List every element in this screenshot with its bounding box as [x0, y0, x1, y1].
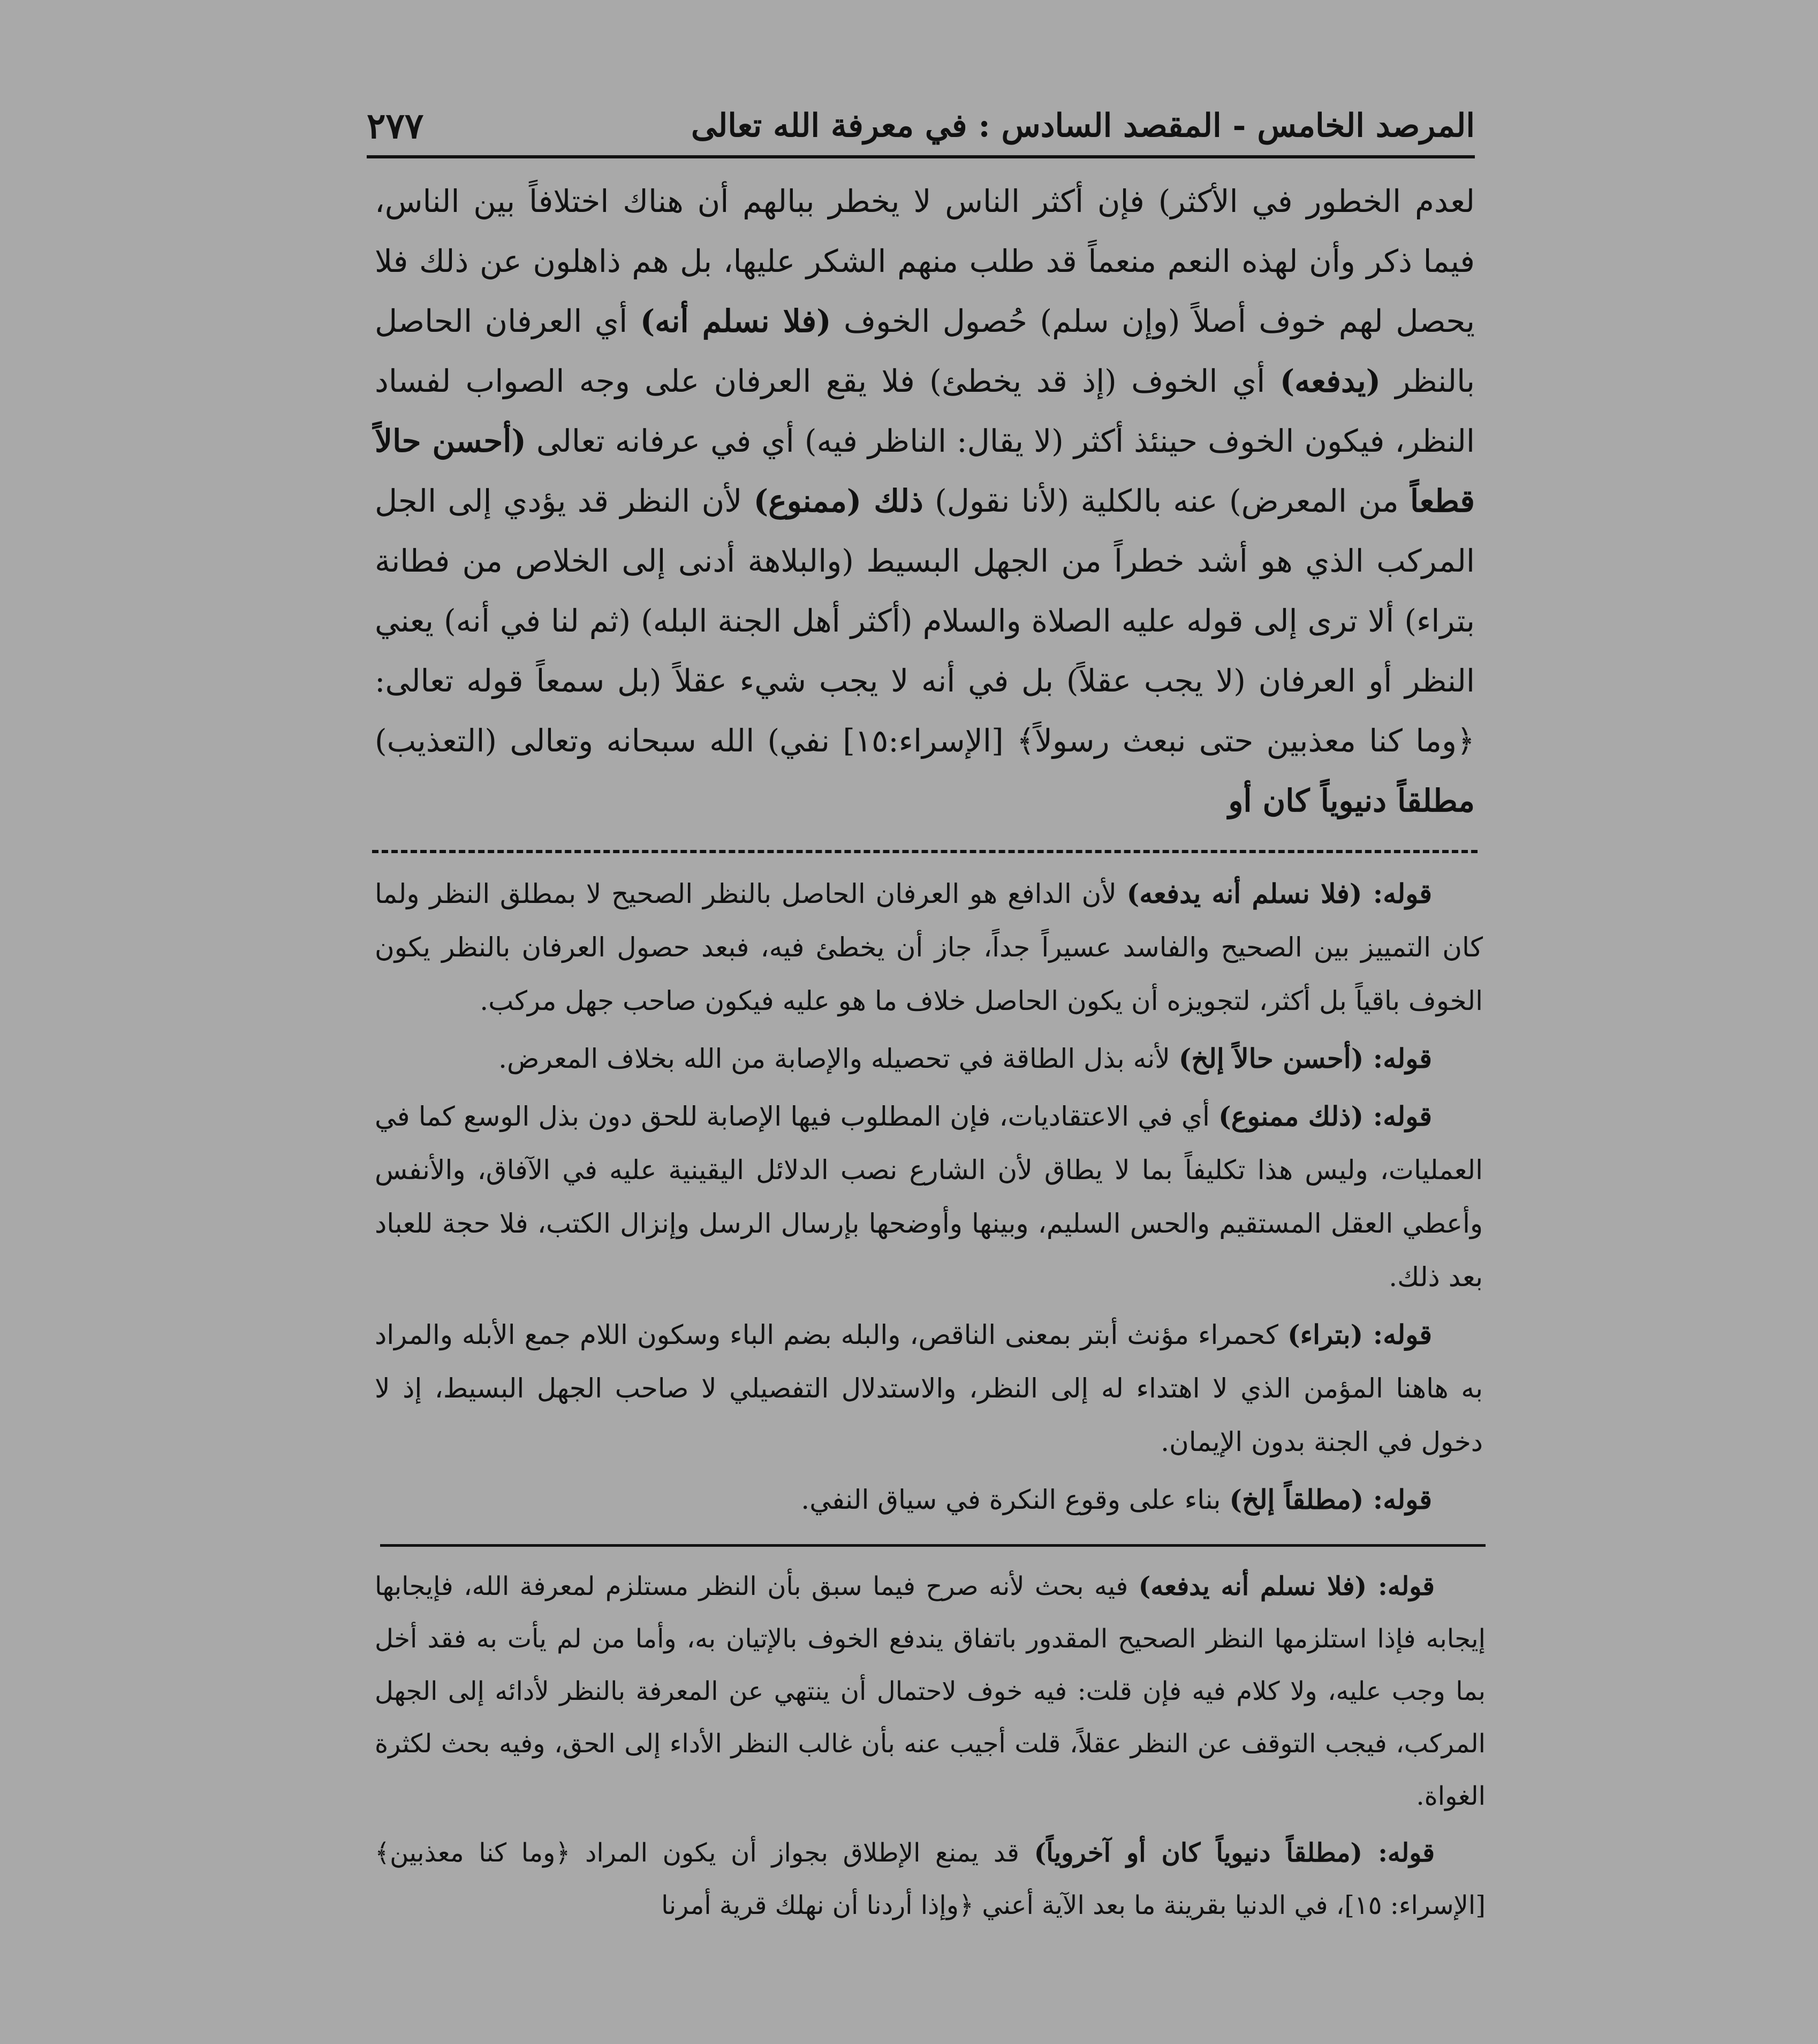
page-number: ٢٧٧	[367, 105, 424, 147]
dashed-separator	[372, 850, 1478, 853]
hashiya-note	[375, 1473, 1483, 1526]
text-run: كحمراء مؤنث أبتر بمعنى الناقص، والبله بضم الباء وسكون اللام جمع الأبله والمراد به هاهنا المؤمن الذي لا اهتداء له إلى النظر، والاستدلال التفصيلي لا صاحب الجهل البسيط، إذ لا دخول في الجنة بدون الإيمان.	[375, 1319, 1483, 1457]
text-run: من المعرض) عنه بالكلية (لأنا نقول)	[923, 483, 1411, 519]
bold-matn-quote: ذلك (ممنوع)	[753, 483, 923, 519]
text-run: أي في الاعتقاديات، فإن المطلوب فيها الإصابة للحق دون بذل الوسع كما في العمليات، وليس هذا تكليفاً بما لا يطاق لأن الشارع نصب الدلائل اليقينية عليه في الآفاق، والأنفس وأعطي العقل المستقيم والحس السليم، وبينها وأوضحها بإرسال الرسل وإنزال الكتب، فلا حجة للعباد بعد ذلك.	[375, 1101, 1483, 1293]
header-rule	[367, 155, 1475, 158]
bold-matn-quote: قوله: (فلا نسلم أنه يدفعه)	[1126, 878, 1433, 909]
text-run: قد يمنع الإطلاق بجواز أن يكون المراد ﴿وما كنا معذبين﴾ [الإسراء: ١٥]، في الدنيا بقرينة ما بعد الآية أعني ﴿وإذا أردنا أن نهلك قرية أمرنا	[375, 1838, 1486, 1920]
bold-matn-quote: قوله: (أحسن حالاً إلخ)	[1178, 1043, 1432, 1074]
bold-matn-quote: قوله: (مطلقاً دنيوياً كان أو آخروياً)	[1034, 1838, 1435, 1868]
bold-matn-quote: قوله: (بتراء)	[1287, 1319, 1432, 1350]
hashiya-commentary	[375, 867, 1483, 1531]
footnote-separator	[380, 1544, 1486, 1547]
running-title: المرصد الخامس - المقصد السادس : في معرفة الله تعالى	[691, 107, 1475, 145]
text-run: أي الخوف (إذ قد يخطئ) فلا يقع العرفان على وجه الصواب لفساد النظر، فيكون الخوف حينئذ أكثر (لا يقال: الناظر فيه) أي في عرفانه تعالى	[375, 363, 1475, 459]
main-paragraph	[375, 171, 1475, 831]
hashiya-note	[375, 1308, 1483, 1469]
text-run: أي العرفان الحاصل بالنظر	[375, 303, 1475, 399]
taliqa-commentary	[375, 1560, 1486, 1936]
text-run: فيه بحث لأنه صرح فيما سبق بأن النظر مستلزم لمعرفة الله، فإيجابها إيجابه فإذا استلزمها النظر الصحيح المقدور باتفاق يندفع الخوف بالإتيان به، وأما من لم يأت به فقد أخل بما وجب عليه، ولا كلام فيه فإن قلت: فيه خوف لاحتمال أن ينتهي عن المعرفة بالنظر لأدائه إلى الجهل المركب، فيجب التوقف عن النظر عقلاً، قلت أجيب عنه بأن غالب النظر الأداء إلى الحق، وفيه بحث لكثرة الغواة.	[375, 1571, 1486, 1811]
page-header	[367, 96, 1475, 155]
bold-matn-quote: قوله: (مطلقاً إلخ)	[1229, 1484, 1432, 1515]
taliqa-note	[375, 1560, 1486, 1822]
hashiya-note	[375, 867, 1483, 1028]
text-run: لأن الدافع هو العرفان الحاصل بالنظر الصحيح لا بمطلق النظر ولما كان التمييز بين الصحيح والفاسد عسيراً جداً، جاز أن يخطئ فيه، فبعد حصول العرفان بالنظر يكون الخوف باقياً بل أكثر، لتجويزه أن يكون الحاصل خلاف ما هو عليه فيكون صاحب جهل مركب.	[375, 878, 1483, 1016]
bold-matn-quote: (فلا نسلم أنه)	[640, 303, 831, 339]
bold-matn-quote: قوله: (ذلك ممنوع)	[1218, 1100, 1433, 1132]
text-run: لأنه بذل الطاقة في تحصيله والإصابة من الله بخلاف المعرض.	[498, 1043, 1179, 1074]
hashiya-note	[375, 1032, 1483, 1085]
bold-matn-quote: قوله: (فلا نسلم أنه يدفعه)	[1138, 1571, 1435, 1601]
bold-matn-quote: (أحسن حالاً قطعاً	[375, 423, 1475, 519]
text-run: لأن النظر قد يؤدي إلى الجل المركب الذي هو أشد خطراً من الجهل البسيط (والبلاهة أدنى إلى الخلاص من فطانة بتراء) ألا ترى إلى قوله عليه الصلاة والسلام (أكثر أهل الجنة البله) (ثم لنا في أنه) يعني النظر أو العرفان (لا يجب عقلاً) بل في أنه لا يجب شيء عقلاً (بل سمعاً قوله تعالى: ﴿وما كنا معذبين حتى نبعث رسولاً﴾ [الإسراء:١٥] نفي) الله سبحانه وتعالى (التعذيب)	[375, 483, 1475, 759]
bold-matn-quote: مطلقاً دنيوياً كان أو	[1228, 782, 1475, 819]
text-run: لعدم الخطور في الأكثر) فإن أكثر الناس لا يخطر ببالهم أن هناك اختلافاً بين الناس، فيما ذكر وأن لهذه النعم منعماً قد طلب منهم الشكر عليها، بل هم ذاهلون عن ذلك فلا يحصل لهم خوف أصلاً (وإن سلم) حُصول الخوف	[375, 183, 1475, 339]
taliqa-note	[375, 1827, 1486, 1932]
text-run: بناء على وقوع النكرة في سياق النفي.	[801, 1484, 1230, 1515]
hashiya-note	[375, 1090, 1483, 1304]
main-text	[375, 171, 1475, 831]
bold-matn-quote: (يدفعه)	[1279, 363, 1381, 399]
